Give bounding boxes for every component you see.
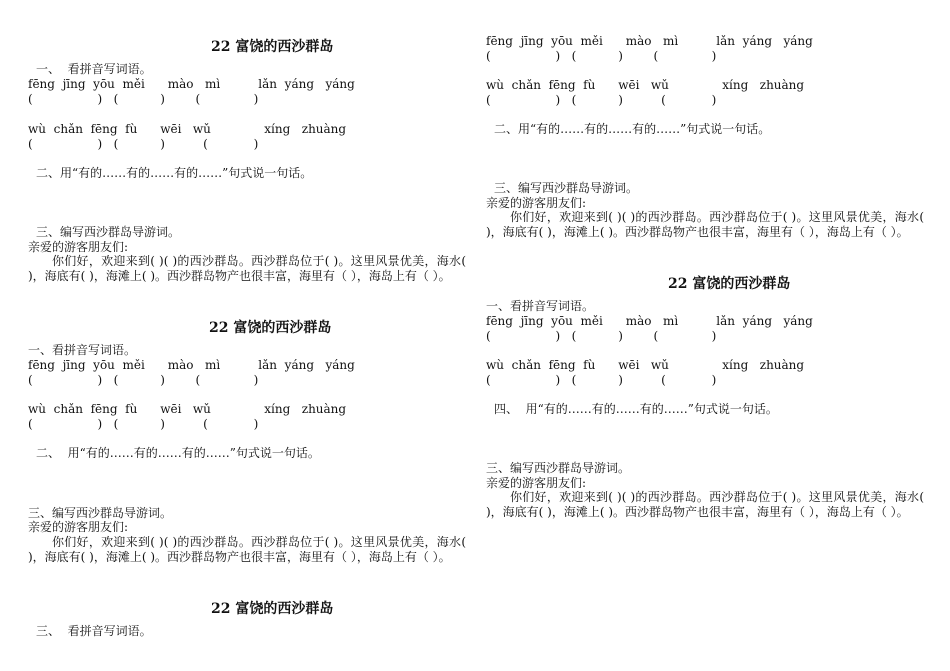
- question-3-label: 三、编写西沙群岛导游词。: [28, 506, 173, 520]
- question-2-label: 二、 用“有的……有的……有的……”句式说一句话。: [36, 446, 320, 460]
- question-2-label: 二、用“有的……有的……有的……”句式说一句话。: [36, 166, 313, 180]
- question-2-label: 二、用“有的……有的……有的……”句式说一句话。: [494, 122, 771, 136]
- worksheet-title: 22 富饶的西沙群岛: [211, 601, 334, 617]
- pinyin-row-1: fēng jīng yōu měi mào mì lǎn yáng yáng: [486, 314, 813, 328]
- question-1-label: 一、看拼音写词语。: [486, 299, 595, 313]
- guide-paragraph: 你们好，欢迎来到( )( )的西沙群岛。西沙群岛位于( )。这里风景优美，海水( )，海底有( )，海滩上( )。西沙群岛物产也很丰富，海里有（ ），海岛上有（ ）。: [28, 535, 466, 564]
- guide-greeting: 亲爱的游客朋友们:: [486, 476, 587, 490]
- worksheet-title: 22 富饶的西沙群岛: [668, 276, 791, 292]
- guide-greeting: 亲爱的游客朋友们:: [486, 196, 587, 210]
- question-3-label: 三、编写西沙群岛导游词。: [486, 461, 631, 475]
- answer-blanks-row-1: ( ) ( ) ( ): [486, 329, 717, 343]
- question-2-label: 四、 用“有的……有的……有的……”句式说一句话。: [494, 402, 778, 416]
- guide-greeting: 亲爱的游客朋友们:: [28, 240, 129, 254]
- answer-blanks-row-1: ( ) ( ) ( ): [28, 373, 259, 387]
- answer-blanks-row-2: ( ) ( ) ( ): [28, 417, 259, 431]
- question-1-label: 三、 看拼音写词语。: [36, 624, 152, 638]
- worksheet-title: 22 富饶的西沙群岛: [209, 320, 332, 336]
- guide-paragraph: 你们好，欢迎来到( )( )的西沙群岛。西沙群岛位于( )。这里风景优美，海水( )，海底有( )，海滩上( )。西沙群岛物产也很丰富，海里有（ ），海岛上有（ ）。: [486, 490, 924, 519]
- pinyin-row-2: wù chǎn fēng fù wēi wǔ xíng zhuàng: [28, 402, 347, 416]
- answer-blanks-row-2: ( ) ( ) ( ): [486, 373, 717, 387]
- pinyin-row-2: wù chǎn fēng fù wēi wǔ xíng zhuàng: [28, 122, 347, 136]
- guide-paragraph: 你们好，欢迎来到( )( )的西沙群岛。西沙群岛位于( )。这里风景优美，海水( )，海底有( )，海滩上( )。西沙群岛物产也很丰富，海里有（ ），海岛上有（ ）。: [486, 210, 924, 239]
- pinyin-row-2: wù chǎn fēng fù wēi wǔ xíng zhuàng: [486, 358, 805, 372]
- answer-blanks-row-1: ( ) ( ) ( ): [486, 49, 717, 63]
- pinyin-row-2: wù chǎn fēng fù wēi wǔ xíng zhuàng: [486, 78, 805, 92]
- question-1-label: 一、看拼音写词语。: [28, 343, 137, 357]
- pinyin-row-1: fēng jīng yōu měi mào mì lǎn yáng yáng: [28, 358, 355, 372]
- answer-blanks-row-1: ( ) ( ) ( ): [28, 92, 259, 106]
- worksheet-title: 22 富饶的西沙群岛: [211, 39, 334, 55]
- question-1-label: 一、 看拼音写词语。: [36, 62, 152, 76]
- guide-paragraph: 你们好，欢迎来到( )( )的西沙群岛。西沙群岛位于( )。这里风景优美，海水( )，海底有( )，海滩上( )。西沙群岛物产也很丰富，海里有（ ），海岛上有（ ）。: [28, 254, 466, 283]
- pinyin-row-1: fēng jīng yōu měi mào mì lǎn yáng yáng: [486, 34, 813, 48]
- question-3-label: 三、编写西沙群岛导游词。: [494, 181, 639, 195]
- answer-blanks-row-2: ( ) ( ) ( ): [28, 137, 259, 151]
- answer-blanks-row-2: ( ) ( ) ( ): [486, 93, 717, 107]
- guide-greeting: 亲爱的游客朋友们:: [28, 520, 129, 534]
- question-3-label: 三、编写西沙群岛导游词。: [36, 225, 181, 239]
- pinyin-row-1: fēng jīng yōu měi mào mì lǎn yáng yáng: [28, 77, 355, 91]
